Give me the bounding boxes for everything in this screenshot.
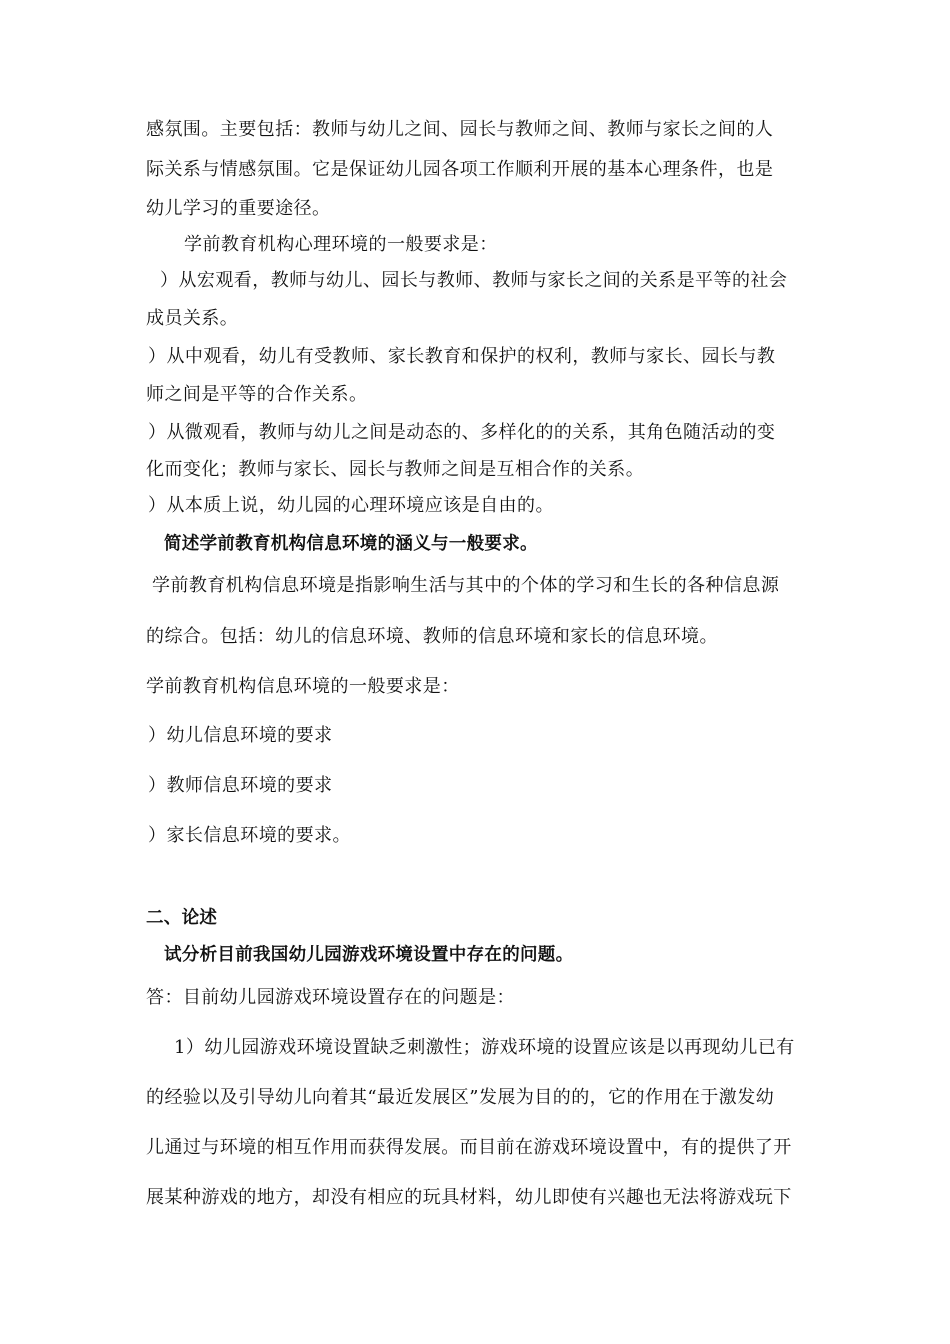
paragraph-line: 感氛围。主要包括：教师与幼儿之间、园长与教师之间、教师与家长之间的人	[146, 119, 774, 140]
paragraph-line: 师之间是平等的合作关系。	[146, 384, 368, 405]
paragraph-line: 成员关系。	[146, 308, 239, 329]
answer-intro: 答：目前幼儿园游戏环境设置存在的问题是：	[146, 987, 515, 1008]
list-item: ）从微观看，教师与幼儿之间是动态的、多样化的的关系，其角色随活动的变	[148, 422, 776, 443]
list-item: ）教师信息环境的要求	[148, 775, 333, 796]
paragraph-line: 展某种游戏的地方，却没有相应的玩具材料，幼儿即使有兴趣也无法将游戏玩下	[146, 1187, 792, 1208]
paragraph-line: 化而变化；教师与家长、园长与教师之间是互相合作的关系。	[146, 459, 645, 480]
list-item: ）幼儿信息环境的要求	[148, 725, 333, 746]
list-item: ）从宏观看，教师与幼儿、园长与教师、教师与家长之间的关系是平等的社会	[160, 270, 788, 291]
question-heading: 简述学前教育机构信息环境的涵义与一般要求。	[164, 534, 538, 554]
paragraph-line: 学前教育机构心理环境的一般要求是：	[184, 234, 498, 255]
section-heading: 二、论述	[146, 908, 218, 928]
list-item: ）家长信息环境的要求。	[148, 825, 351, 846]
paragraph-line: 际关系与情感氛围。它是保证幼儿园各项工作顺利开展的基本心理条件，也是	[146, 159, 774, 180]
paragraph-line: 幼儿学习的重要途径。	[146, 198, 331, 219]
paragraph-line: 1）幼儿园游戏环境设置缺乏刺激性；游戏环境的设置应该是以再现幼儿已有	[174, 1037, 795, 1058]
paragraph-line: 的综合。包括：幼儿的信息环境、教师的信息环境和家长的信息环境。	[146, 626, 718, 647]
paragraph-line: 儿通过与环境的相互作用而获得发展。而目前在游戏环境设置中，有的提供了开	[146, 1137, 792, 1158]
list-item: ）从中观看，幼儿有受教师、家长教育和保护的权利，教师与家长、园长与教	[148, 346, 776, 367]
paragraph-line: 的经验以及引导幼儿向着其“最近发展区”发展为目的的，它的作用在于激发幼	[146, 1087, 775, 1108]
list-item: ）从本质上说，幼儿园的心理环境应该是自由的。	[148, 495, 554, 516]
question-heading: 试分析目前我国幼儿园游戏环境设置中存在的问题。	[164, 945, 574, 965]
paragraph-line: 学前教育机构信息环境是指影响生活与其中的个体的学习和生长的各种信息源	[152, 575, 780, 596]
paragraph-line: 学前教育机构信息环境的一般要求是：	[146, 676, 460, 697]
